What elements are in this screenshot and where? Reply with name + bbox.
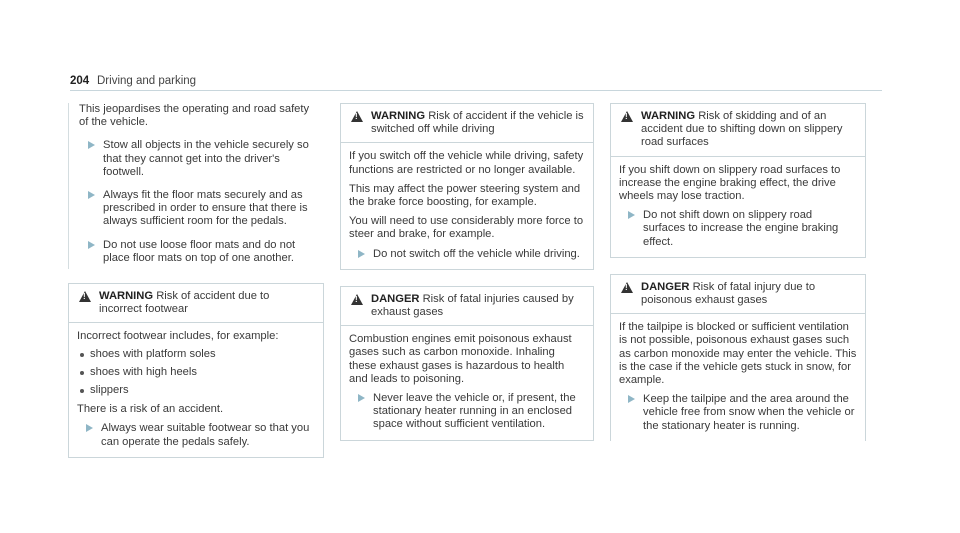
step-arrow-icon [358,250,365,258]
warning-paragraph: This may affect the power steering system and the brake force boosting, for example. [349,182,581,209]
step-item [619,393,857,433]
warning-paragraph: If you switch off the vehicle while driving, safety functions are restricted or no longer available. [349,150,584,176]
warning-header [341,104,593,143]
danger-box [610,274,866,441]
step-item [349,248,585,261]
step-arrow-icon [88,141,95,149]
step-arrow-icon [628,395,635,403]
step-item [79,239,324,269]
warning-title: Risk of accident if the vehicle is switched off while driving [371,110,584,136]
step-text: Never leave the vehicle or, if present, the stationary heater running in an enclosed space without sufficient ventilation. [373,392,576,431]
danger-header [611,275,865,314]
risk-text: There is a risk of an accident. [77,403,224,416]
column-3 [610,103,866,441]
bullet-list [77,348,315,398]
step-arrow-icon [88,241,95,249]
warning-body [611,157,865,257]
step-text: Stow all objects in the vehicle securely so that they cannot get into the driver's footwell. [103,139,309,178]
step-arrow-icon [88,191,95,199]
list-item: slippers [77,384,315,397]
step-text: Keep the tailpipe and the area around the vehicle free from snow when the vehicle or the stationary heater is running. [643,393,855,432]
step-item [79,189,324,229]
warning-triangle-icon [351,111,363,122]
danger-body [341,326,593,439]
step-text: Do not switch off the vehicle while driving. [373,247,580,260]
warning-box [340,103,594,270]
list-item: shoes with platform soles [77,348,315,361]
warning-title: Risk of skidding and of an accident due to shifting down on slippery road surfaces [641,110,843,149]
list-item: shoes with high heels [77,366,315,379]
danger-keyword: DANGER [641,280,690,293]
danger-triangle-icon [351,294,363,305]
danger-title: Risk of fatal injuries caused by exhaust gases [371,292,574,319]
danger-box [340,286,594,441]
warning-keyword: WARNING [641,110,696,122]
step-item [79,139,324,179]
step-arrow-icon [628,211,635,219]
column-1 [68,103,324,458]
danger-paragraph: If the tailpipe is blocked or sufficient ventilation is not possible, poisonous exhaust gases such as carbon monoxide may enter the vehicle. This is the case if the vehicle gets stuck in snow, for example. [619,321,857,387]
step-item [619,209,857,249]
warning-keyword: WARNING [371,110,426,122]
warning-triangle-icon [621,111,633,122]
step-arrow-icon [358,394,365,402]
step-text: Do not shift down on slippery road surfaces to increase the engine braking effect. [643,209,839,248]
intro-text: This jeopardises the operating and road safety of the vehicle. [79,103,310,129]
warning-body [341,143,593,268]
warning-header [69,284,323,323]
warning-paragraph: You will need to use considerably more force to steer and brake, for example. [349,215,584,241]
section-title: Driving and parking [97,75,197,87]
warning-body [69,323,323,456]
content-block [68,103,324,269]
danger-title: Risk of fatal injury due to poisonous exhaust gases [641,280,816,307]
step-text: Do not use loose floor mats and do not place floor mats on top of one another. [103,238,296,264]
step-text: Always fit the floor mats securely and as prescribed in order to ensure that there is always sufficient room for the pedals. [103,189,308,228]
warning-header [611,104,865,157]
danger-paragraph: Combustion engines emit poisonous exhaust gases such as carbon monoxide. Inhaling these exhaust gases is hazardous to health and leads to poisoning. [349,333,572,385]
header-divider [70,90,882,91]
warning-keyword: WARNING [99,290,154,303]
step-arrow-icon [86,424,93,432]
step-item [349,392,585,432]
danger-body [611,314,865,441]
warning-intro: Incorrect footwear includes, for example: [77,330,279,343]
danger-keyword: DANGER [371,292,420,305]
danger-header [341,287,593,326]
warning-triangle-icon [79,291,91,302]
danger-triangle-icon [621,282,633,293]
warning-box [610,103,866,258]
warning-box [68,283,324,458]
warning-title: Risk of accident due to incorrect footwear [99,290,270,316]
warning-paragraph: If you shift down on slippery road surfaces to increase the engine braking effect, the drive wheels may lose traction. [619,163,841,203]
step-text: Always wear suitable footwear so that you can operate the pedals safely. [101,422,310,448]
column-2 [340,103,594,441]
step-item [77,422,315,448]
page-number: 204 [70,75,90,87]
